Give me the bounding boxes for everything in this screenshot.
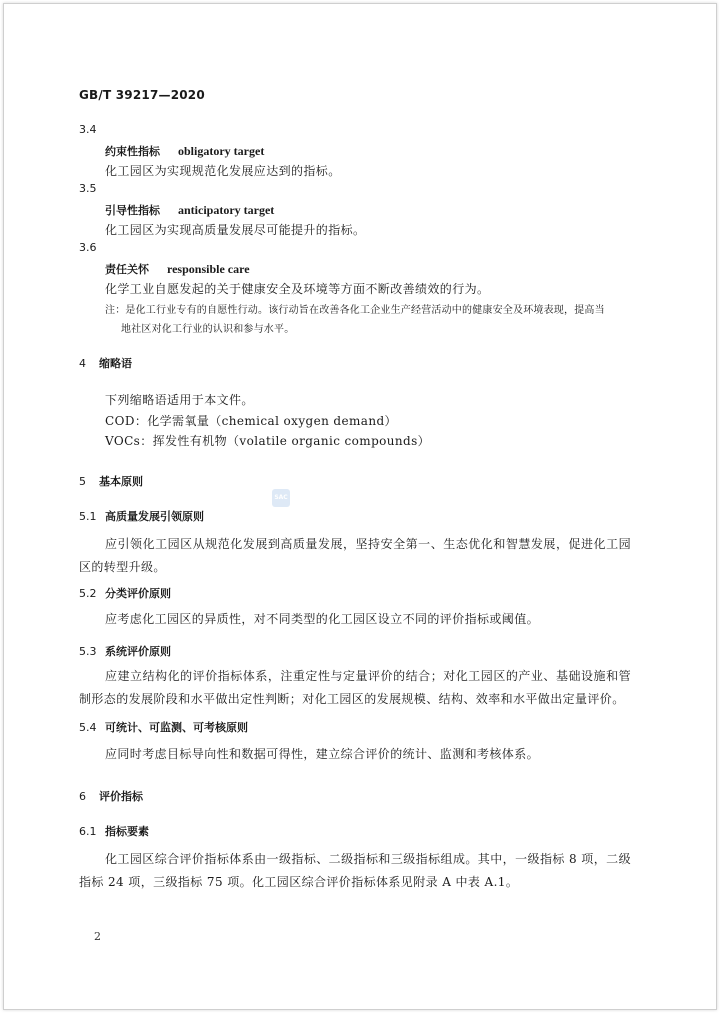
paragraph: 应同时考虑目标导向性和数据可得性，建立综合评价的统计、监测和考核体系。 <box>105 747 540 761</box>
term-zh: 约束性指标 <box>105 145 160 158</box>
sac-watermark: SAC <box>272 489 290 507</box>
term-definition: 化工园区为实现高质量发展尽可能提升的指标。 <box>105 223 366 237</box>
term-en: obligatory target <box>178 144 265 158</box>
section-heading <box>79 473 143 489</box>
section-number: 5 <box>79 475 86 488</box>
subsection-heading <box>79 823 149 839</box>
term-note-continued: 地社区对化工行业的认识和参与水平。 <box>121 324 295 335</box>
paragraph: 应引领化工园区从规范化发展到高质量发展，坚持安全第一、生态优化和智慧发展，促进化工园区的转型升级。 <box>79 537 631 574</box>
term-definition: 化工园区为实现规范化发展应达到的指标。 <box>105 164 341 178</box>
document-code: GB/T 39217—2020 <box>79 88 205 102</box>
section-title: 缩略语 <box>99 357 132 370</box>
subsection-title: 分类评价原则 <box>105 587 171 600</box>
term-heading <box>105 143 264 159</box>
subsection-heading <box>79 643 171 659</box>
section-title: 评价指标 <box>99 790 143 803</box>
subsection-number: 6.1 <box>79 825 97 838</box>
subsection-number: 5.4 <box>79 721 97 734</box>
section-heading <box>79 788 143 804</box>
paragraph: 化工园区综合评价指标体系由一级指标、二级指标和三级指标组成。其中，一级指标 8 项，二级指标 24 项，三级指标 75 项。化工园区综合评价指标体系见附录 A 中表 A.1。 <box>79 852 631 889</box>
subsection-heading <box>79 719 248 735</box>
subsection-title: 可统计、可监测、可考核原则 <box>105 721 248 734</box>
term-definition: 化学工业自愿发起的关于健康安全及环境等方面不断改善绩效的行为。 <box>105 282 490 296</box>
paragraph: 应建立结构化的评价指标体系，注重定性与定量评价的结合；对化工园区的产业、基础设施和管制形态的发展阶段和水平做出定性判断；对化工园区的发展规模、结构、效率和水平做出定量评价。 <box>79 669 631 706</box>
subsection-number: 5.3 <box>79 645 97 658</box>
abbreviation-item: VOCs：挥发性有机物（volatile organic compounds） <box>105 434 431 448</box>
term-en: anticipatory target <box>178 203 275 217</box>
abbreviation-item: COD：化学需氧量（chemical oxygen demand） <box>105 414 397 428</box>
term-zh: 责任关怀 <box>105 263 149 276</box>
abbreviation-intro: 下列缩略语适用于本文件。 <box>105 393 254 407</box>
subsection-number: 5.1 <box>79 510 97 523</box>
subsection-heading <box>79 508 204 524</box>
term-zh: 引导性指标 <box>105 204 160 217</box>
section-number: 6 <box>79 790 86 803</box>
term-number: 3.5 <box>79 182 97 195</box>
term-en: responsible care <box>167 262 250 276</box>
subsection-title: 系统评价原则 <box>105 645 171 658</box>
term-number: 3.4 <box>79 123 97 136</box>
section-number: 4 <box>79 357 86 370</box>
term-heading <box>105 261 250 277</box>
section-heading <box>79 355 132 371</box>
page-number: 2 <box>94 930 101 943</box>
term-note: 注：是化工行业专有的自愿性行动。该行动旨在改善各化工企业生产经营活动中的健康安全及环境表现，提高当 <box>105 305 605 316</box>
subsection-heading <box>79 585 171 601</box>
term-heading <box>105 202 274 218</box>
section-title: 基本原则 <box>99 475 143 488</box>
subsection-title: 高质量发展引领原则 <box>105 510 204 523</box>
paragraph: 应考虑化工园区的异质性，对不同类型的化工园区设立不同的评价指标或阈值。 <box>105 612 540 626</box>
term-number: 3.6 <box>79 241 97 254</box>
subsection-number: 5.2 <box>79 587 97 600</box>
subsection-title: 指标要素 <box>105 825 149 838</box>
